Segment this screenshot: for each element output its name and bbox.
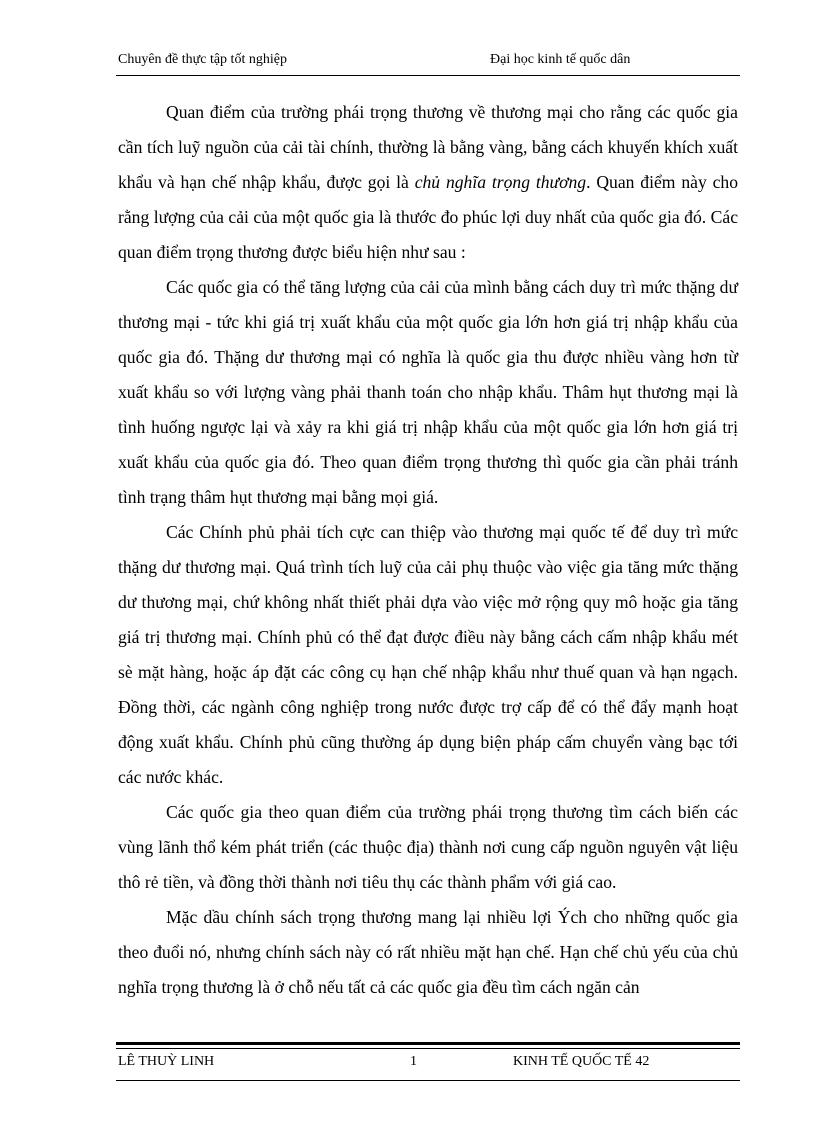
paragraph-5: Mặc dầu chính sách trọng thương mang lại nhiều lợi Ých cho những quốc gia theo đuổi nó, nhưng chính sách này có rất nhiều mặt hạn chế. Hạn chế chủ yếu của chủ nghĩa trọng thương là ở chỗ nếu tất cả các quốc gia đều tìm cách ngăn cản	[118, 907, 738, 997]
footer-course: KINH TẾ QUỐC TẾ 42	[513, 1054, 650, 1069]
header-title: Chuyên đề thực tập tốt nghiệp	[118, 52, 287, 67]
paragraph-1	[118, 95, 738, 270]
paragraph-1-text-b: . Quan điểm này cho rằng lượng của cải của một quốc gia là thước đo phúc lợi duy nhất của quốc gia đó. Các quan điểm trọng thương được biểu hiện như sau :	[118, 172, 738, 262]
document-body	[118, 95, 738, 1005]
page-header	[118, 52, 738, 72]
paragraph-1-emphasis: chủ nghĩa trọng thương	[414, 172, 587, 192]
footer-bottom-divider	[116, 1080, 740, 1081]
footer-author: LÊ THUỲ LINH	[118, 1054, 215, 1069]
paragraph-1-text-a: Quan điểm của trường phái trọng thương về thương mại cho rằng các quốc gia cần tích luỹ nguồn của cải tài chính, thường là bằng vàng, bằng cách khuyến khích xuất khẩu và hạn chế nhập khẩu, được gọi là	[118, 102, 738, 192]
paragraph-4: Các quốc gia theo quan điểm của trường phái trọng thương tìm cách biến các vùng lãnh thổ kém phát triển (các thuộc địa) thành nơi cung cấp nguồn nguyên vật liệu thô rẻ tiền, và đồng thời thành nơi tiêu thụ các thành phẩm với giá cao.	[118, 802, 738, 892]
header-divider	[116, 75, 740, 76]
paragraph-2: Các quốc gia có thể tăng lượng của cải của mình bằng cách duy trì mức thặng dư thương mại - tức khi giá trị xuất khẩu của một quốc gia lớn hơn giá trị nhập khẩu của quốc gia đó. Thặng dư thương mại có nghĩa là quốc gia thu được nhiều vàng hơn từ xuất khẩu so với lượng vàng phải thanh toán cho nhập khẩu. Thâm hụt thương mại là tình huống ngược lại và xảy ra khi giá trị nhập khẩu của một quốc gia lớn hơn giá trị xuất khẩu của quốc gia đó. Theo quan điểm trọng thương thì quốc gia cần phải tránh tình trạng thâm hụt thương mại bằng mọi giá.	[118, 277, 738, 507]
header-university: Đại học kinh tế quốc dân	[490, 52, 631, 67]
paragraph-3: Các Chính phủ phải tích cực can thiệp vào thương mại quốc tế để duy trì mức thặng dư thương mại. Quá trình tích luỹ của cải phụ thuộc vào việc gia tăng mức thặng dư thương mại, chứ không nhất thiết phải dựa vào việc mở rộng quy mô hoặc gia tăng giá trị thương mại. Chính phủ có thể đạt được điều này bằng cách cấm nhập khẩu mét sè mặt hàng, hoặc áp đặt các công cụ hạn chế nhập khẩu như thuế quan và hạn ngạch. Đồng thời, các ngành công nghiệp trong nước được trợ cấp để có thể đẩy mạnh hoạt động xuất khẩu. Chính phủ cũng thường áp dụng biện pháp cấm chuyển vàng bạc tới các nước khác.	[118, 522, 738, 787]
page-number: 1	[410, 1054, 417, 1069]
footer-divider	[116, 1042, 740, 1049]
